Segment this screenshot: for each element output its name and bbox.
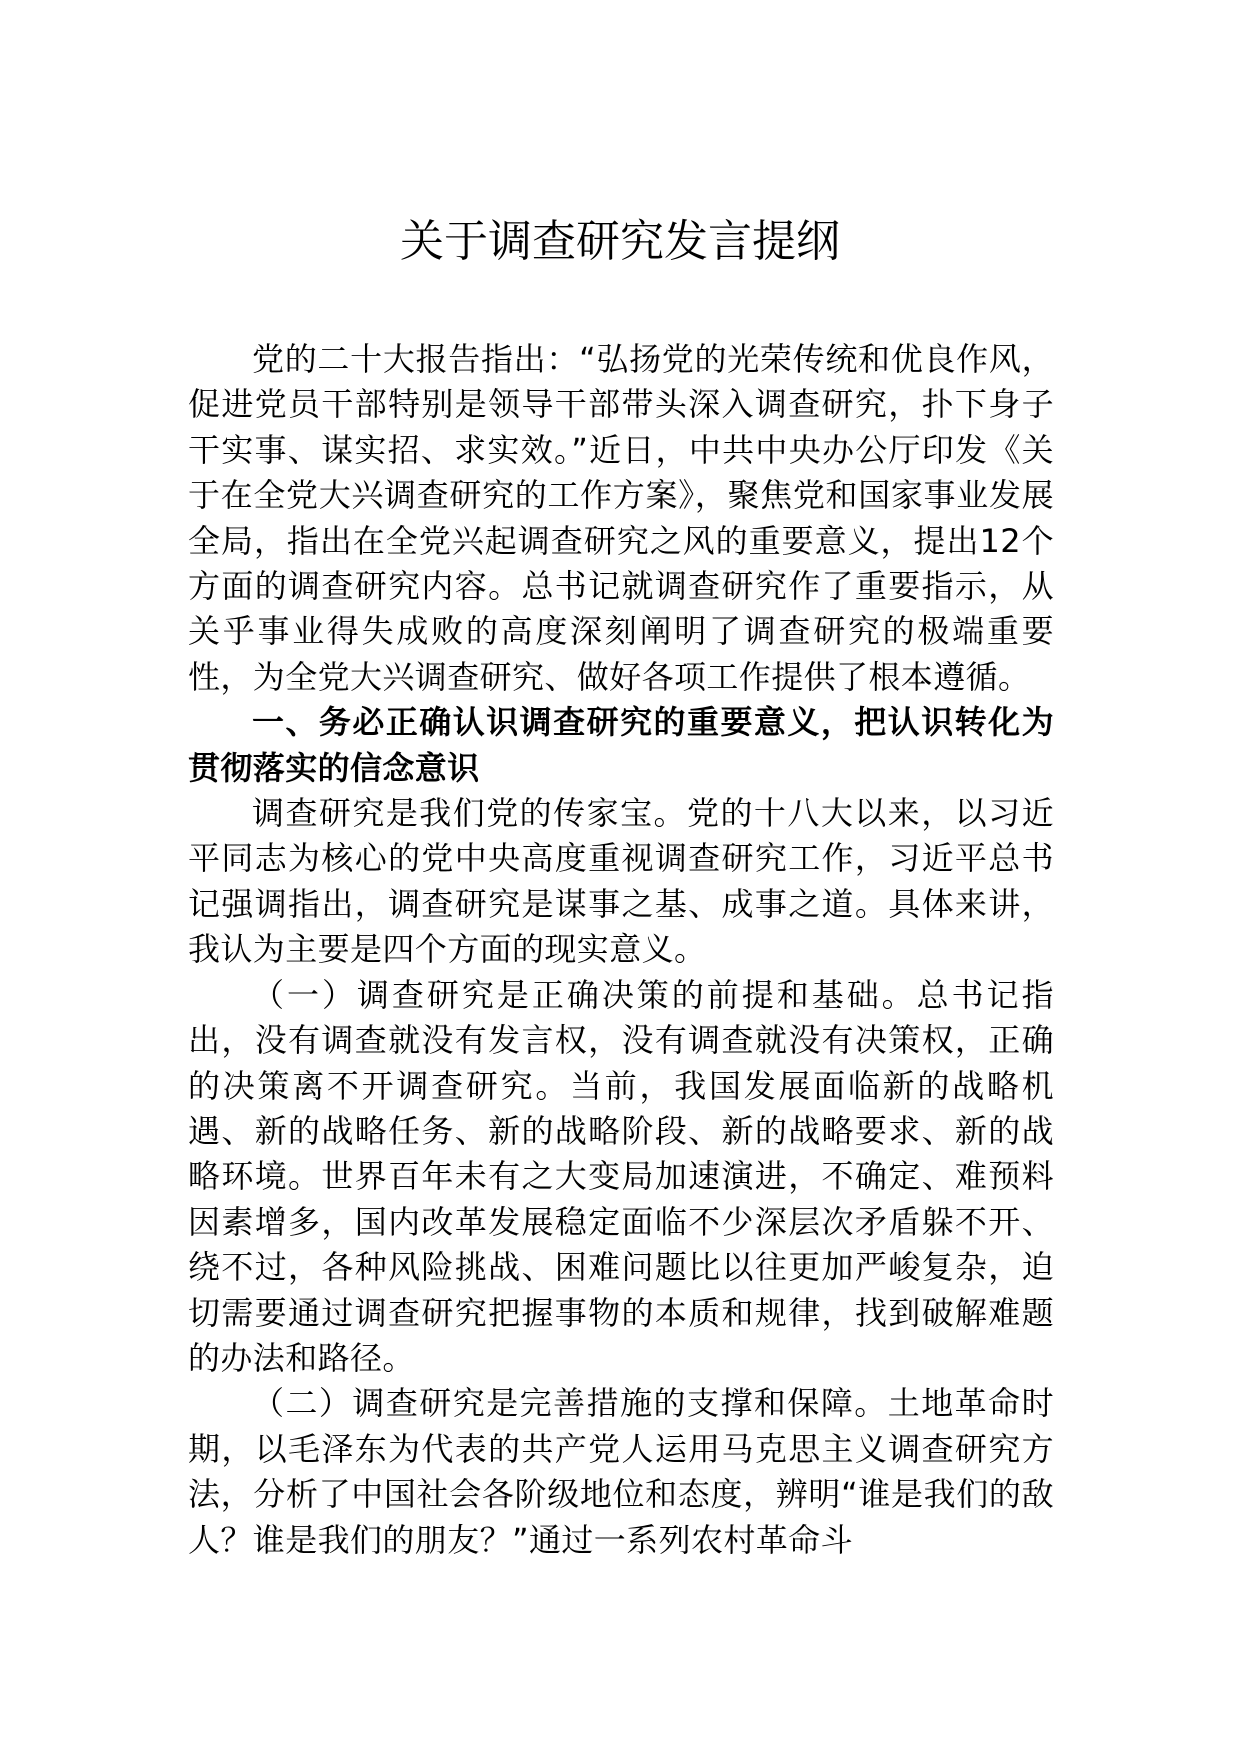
- document-body: [188, 337, 1054, 1563]
- paragraph-point-2: （二）调查研究是完善措施的支撑和保障。土地革命时期，以毛泽东为代表的共产党人运用马克思主义调查研究方法，分析了中国社会各阶级地位和态度，辨明“谁是我们的敌人？谁是我们的朋友？”通过一系列农村革命斗: [188, 1384, 1054, 1559]
- document-title: 关于调查研究发言提纲: [400, 216, 840, 267]
- paragraph-point-1: （一）调查研究是正确决策的前提和基础。总书记指出，没有调查就没有发言权，没有调查就没有决策权，正确的决策离不开调查研究。当前，我国发展面临新的战略机遇、新的战略任务、新的战略阶段、新的战略要求、新的战略环境。世界百年未有之大变局加速演进，不确定、难预料因素增多，国内改革发展稳定面临不少深层次矛盾躲不开、绕不过，各种风险挑战、困难问题比以往更加严峻复杂，迫切需要通过调查研究把握事物的本质和规律，找到破解难题的办法和路径。: [188, 975, 1054, 1377]
- paragraph-intro: 党的二十大报告指出：“弘扬党的光荣传统和优良作风，促进党员干部特别是领导干部带头深入调查研究，扑下身子干实事、谋实招、求实效。”近日，中共中央办公厅印发《关于在全党大兴调查研究的工作方案》，聚焦党和国家事业发展全局，指出在全党兴起调查研究之风的重要意义，提出12个方面的调查研究内容。总书记就调查研究作了重要指示，从关乎事业得失成败的高度深刻阐明了调查研究的极端重要性，为全党大兴调查研究、做好各项工作提供了根本遵循。: [188, 340, 1054, 696]
- paragraph-tradition: 调查研究是我们党的传家宝。党的十八大以来，以习近平同志为核心的党中央高度重视调查研究工作，习近平总书记强调指出，调查研究是谋事之基、成事之道。具体来讲，我认为主要是四个方面的现实意义。: [188, 794, 1054, 969]
- section-heading-1: 一、务必正确认识调查研究的重要意义，把认识转化为贯彻落实的信念意识: [188, 703, 1054, 787]
